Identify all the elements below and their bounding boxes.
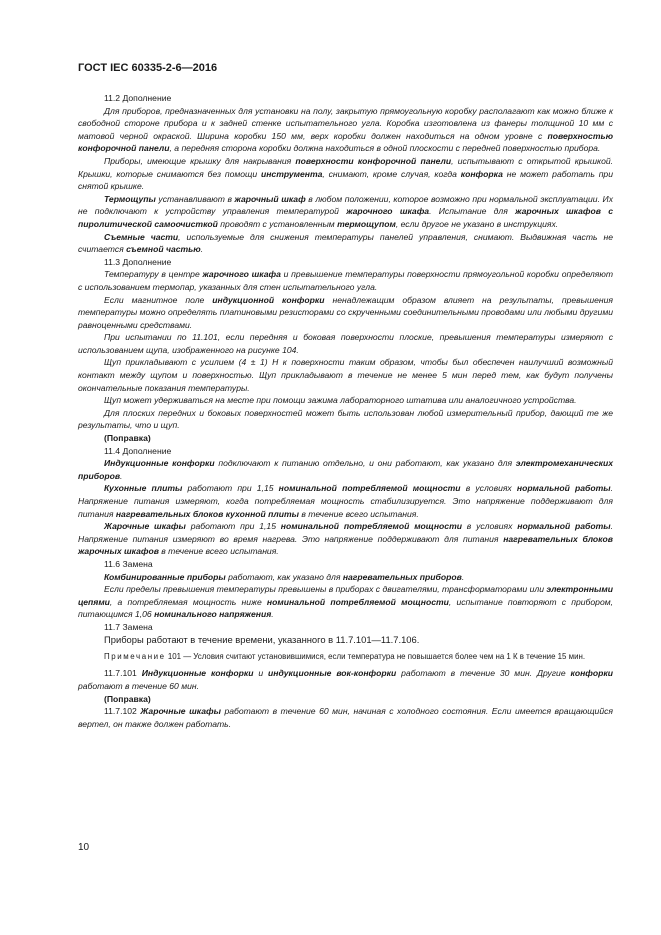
- text-run: При испытании по 11.101, если передняя и боковая поверхности плоские, превышения температуры измеряют с использованием щупа, изображенного на рисунке 104.: [78, 332, 613, 355]
- text-run: 11.2 Дополнение: [104, 93, 172, 103]
- text-run: Коробка изготовлена из фанеры толщиной 10 мм с матовой черной окраской. Ширина коробки 150 мм, верх коробки должен находиться на одном уровне с: [78, 118, 614, 141]
- text-run: Приборы, имеющие крышку для накрывания: [104, 155, 296, 166]
- text-run: Индукционные конфорки: [104, 458, 215, 469]
- text-run: в течение всего испытания.: [158, 546, 279, 557]
- text-run: нагревательных блоков жарочных шкафов: [78, 533, 613, 557]
- text-run: номинального напряжения: [154, 609, 272, 620]
- text-run: .: [120, 470, 123, 481]
- text-run: Для приборов, предназначенных для установки на полу, закрытую прямоугольную коробку располагают как можно ближе к свободной стороне прибора и к задней стенке испытательного угла.: [78, 105, 613, 129]
- text-run: нагревательных блоков кухонной плиты: [115, 508, 299, 519]
- text-run: в условиях: [461, 521, 518, 532]
- paragraph: [78, 105, 613, 155]
- paragraph: [78, 520, 613, 558]
- text-run: номинальной потребляемой мощности: [278, 483, 461, 494]
- paragraph: [78, 268, 613, 293]
- section-heading: [78, 256, 613, 269]
- text-run: ненадлежащим образом влияет на результаты, превышения температуры можно определять платиновыми резисторами со скрученными соединительными проводами или любыми другими равноценными средствами.: [78, 294, 613, 330]
- text-run: индукционной конфорки: [212, 294, 325, 305]
- paragraph: [78, 634, 613, 647]
- text-run: Если пределы превышения температуры превышены в приборах с двигателями, трансформаторами или: [104, 584, 547, 595]
- section-heading: [78, 621, 613, 634]
- text-run: инструмента: [260, 168, 323, 179]
- text-run: , испытание повторяют с прибором, питающимся 1,06: [78, 596, 613, 620]
- text-run: жарочных шкафов с пиролитической самоочисткой: [78, 206, 614, 229]
- paragraph: [78, 482, 613, 520]
- text-run: работают в течение 30 мин. Другие: [396, 668, 571, 679]
- paragraph: [78, 356, 613, 394]
- text-run: подключают к питанию отдельно, и они работают, как указано для: [214, 458, 516, 469]
- text-run: поверхностью конфорочной панели: [78, 130, 613, 154]
- text-run: в любом положении, которое возможно при нормальной эксплуатации. Их не подключают к устройству управления температурой: [78, 193, 613, 217]
- paragraph: [78, 394, 613, 407]
- text-run: 11.7.101: [104, 668, 142, 679]
- document-header: ГОСТ IEC 60335-2-6—2016: [78, 62, 218, 74]
- paragraph: [78, 407, 613, 432]
- text-run: в условиях: [460, 483, 517, 494]
- paragraph: [78, 571, 613, 584]
- text-run: номинальной потребляемой мощности: [280, 521, 462, 532]
- text-run: 11.7.102: [104, 706, 141, 717]
- note-label: Примечание: [104, 652, 166, 662]
- text-run: и превышение температуры поверхности прямоугольной коробки определяют с использованием термопар, указанных для стен испытательного угла.: [78, 269, 613, 292]
- section-heading: [78, 92, 613, 105]
- section-heading: [78, 432, 613, 445]
- section-heading: [78, 445, 613, 458]
- text-run: работают при 1,15: [182, 483, 279, 494]
- text-run: , используемые для снижения температуры панелей управления, снимают. Выдвижная часть не считается: [78, 231, 613, 255]
- text-run: , снимают, кроме случая, когда: [322, 168, 461, 179]
- text-run: конфорка: [460, 168, 503, 179]
- text-run: Жарочные шкафы: [104, 521, 186, 532]
- text-run: жарочного шкафа: [346, 206, 430, 217]
- text-run: электромеханических приборов: [78, 458, 613, 481]
- text-run: работают в течение 60 мин.: [78, 680, 199, 691]
- text-run: Температуру в центре: [104, 269, 203, 280]
- text-run: устанавливают в: [155, 193, 235, 204]
- text-run: 11.3 Дополнение: [104, 256, 172, 267]
- text-run: .: [461, 571, 465, 582]
- text-run: нормальной работы: [517, 521, 611, 532]
- page-number: 10: [78, 842, 90, 853]
- text-run: . Напряжение питания измеряют во время нагрева. Это напряжение поддерживают для питания: [78, 521, 614, 544]
- text-run: электронными цепями: [78, 584, 613, 607]
- paragraph: [78, 193, 613, 231]
- text-run: Для плоских передних и боковых поверхностей может быть использован любой измерительный прибор, дающий те же результаты, что и щуп.: [78, 407, 613, 431]
- text-run: работают, как указано для: [225, 571, 343, 582]
- text-run: (Поправка): [104, 433, 151, 444]
- text-run: 11.7 Замена: [104, 621, 153, 632]
- text-run: .: [271, 609, 274, 620]
- text-run: нормальной работы: [516, 483, 611, 494]
- text-run: Съемные части: [104, 231, 179, 242]
- text-run: конфорки: [570, 668, 613, 679]
- text-run: 11.4 Дополнение: [104, 445, 172, 456]
- paragraph: [78, 705, 613, 730]
- text-run: , а передняя сторона коробки должна находиться в одной плоскости с передней поверхностью прибора.: [169, 143, 601, 154]
- text-run: Жарочные шкафы: [140, 706, 221, 717]
- text-run: поверхности конфорочной панели: [295, 155, 452, 166]
- text-run: жарочного шкафа: [202, 269, 281, 280]
- document-body: [78, 92, 613, 730]
- text-run: проводят с установленным: [217, 218, 338, 229]
- text-run: Приборы работают в течение времени, указанного в 11.7.101—11.7.106.: [104, 633, 420, 645]
- text-run: и: [253, 668, 268, 679]
- text-run: Комбинированные приборы: [104, 571, 226, 582]
- text-run: , испытывают с открытой крышкой. Крышки, которые снимаются без помощи: [78, 155, 614, 179]
- text-run: . Испытание для: [429, 206, 516, 217]
- text-run: Щуп прикладывают с усилием (4 ± 1) Н к поверхности таким образом, чтобы был обеспечен наилучший возможный контакт между щупом и поверхностью. Щуп прикладывают в течение не менее 5 мин перед тем, как будут получены окончательные показания температуры.: [78, 357, 613, 393]
- text-run: номинальной потребляемой мощности: [266, 596, 449, 607]
- text-run: не может работать при снятой крышке.: [78, 168, 613, 192]
- text-run: термощупом: [337, 218, 396, 229]
- text-run: съемной частью: [126, 244, 201, 255]
- note: [78, 651, 613, 662]
- section-heading: [78, 558, 613, 571]
- text-run: работают при 1,15: [185, 521, 281, 532]
- text-run: , если другое не указано в инструкциях.: [395, 218, 559, 229]
- paragraph: [78, 583, 613, 621]
- paragraph: [78, 155, 613, 193]
- text-run: Термощупы: [104, 193, 156, 204]
- text-run: нагревательных приборов: [342, 571, 462, 582]
- text-run: .: [200, 244, 204, 255]
- text-run: в течение всего испытания.: [298, 508, 419, 519]
- paragraph: [78, 457, 613, 482]
- text-run: Кухонные плиты: [104, 483, 183, 494]
- text-run: жарочный шкаф: [234, 193, 306, 204]
- text-run: 101 — Условия считают установившимися, если температура не повышается более чем на 1 К в течение 15 мин.: [165, 652, 586, 662]
- paragraph: [78, 331, 613, 356]
- text-run: Индукционные конфорки: [141, 668, 254, 679]
- text-run: индукционные вок-конфорки: [268, 668, 397, 679]
- paragraph: [78, 667, 613, 692]
- text-run: Если магнитное поле: [104, 294, 213, 305]
- text-run: 11.6 Замена: [104, 558, 153, 569]
- text-run: (Поправка): [104, 693, 151, 704]
- paragraph: [78, 294, 613, 332]
- text-run: работают в течение 60 мин, начиная с холодного состояния. Если имеется вращающийся вертел, он также должен работать.: [78, 706, 614, 729]
- text-run: , а потребляемая мощность ниже: [109, 596, 267, 607]
- text-run: . Напряжение питания измеряют, когда потребляемая мощность стабилизируется. Это напряжение поддерживают для питания: [78, 483, 613, 519]
- text-run: Щуп может удерживаться на месте при помощи зажима лабораторного штатива или аналогичного устройства.: [104, 395, 577, 406]
- paragraph: [78, 231, 613, 256]
- section-heading: [78, 693, 613, 706]
